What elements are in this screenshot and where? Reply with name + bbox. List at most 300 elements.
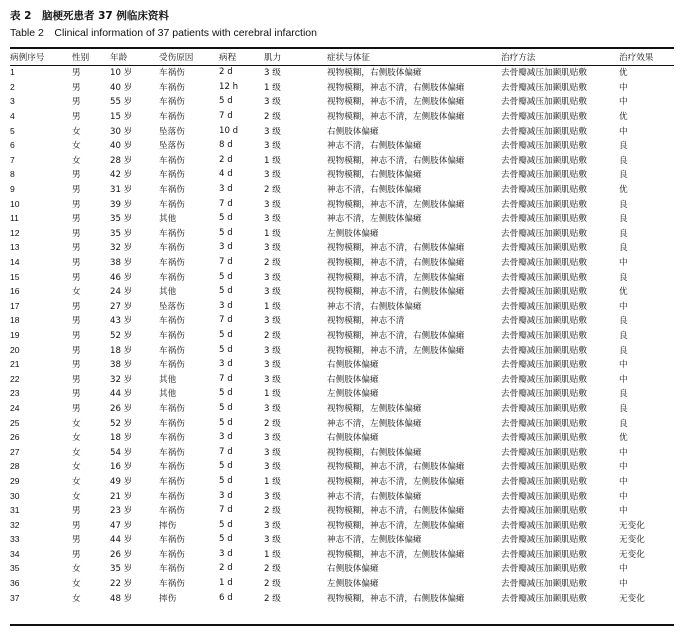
cell-outcome: 中 — [619, 258, 628, 269]
table-row — [10, 328, 674, 343]
cell-age: 23 岁 — [110, 506, 133, 517]
cell-treatment: 去骨瓣减压加颞肌贴敷 — [501, 214, 587, 225]
cell-treatment: 去骨瓣减压加颞肌贴敷 — [501, 476, 587, 487]
cell-symptoms: 神志不清，左侧肢体偏瘫 — [327, 214, 422, 225]
cell-treatment: 去骨瓣减压加颞肌贴敷 — [501, 185, 587, 196]
cell-muscle-strength: 2 级 — [264, 564, 281, 575]
cell-course: 7 d — [219, 257, 233, 268]
table-title-cn: 表 2 脑梗死患者 37 例临床资料 — [10, 10, 169, 22]
cell-case-number: 14 — [10, 257, 20, 268]
cell-injury-cause: 车祸伤 — [159, 506, 185, 517]
cell-symptoms: 右侧肢体偏瘫 — [327, 126, 379, 137]
cell-injury-cause: 车祸伤 — [159, 433, 185, 444]
cell-injury-cause: 车祸伤 — [159, 97, 185, 108]
table-row — [10, 357, 674, 372]
cell-injury-cause: 车祸伤 — [159, 316, 185, 327]
cell-case-number: 1 — [10, 67, 15, 78]
cell-sex: 男 — [72, 112, 81, 123]
cell-course: 6 d — [219, 592, 233, 603]
cell-injury-cause: 车祸伤 — [159, 447, 185, 458]
cell-outcome: 良 — [619, 403, 628, 414]
cell-treatment: 去骨瓣减压加颞肌贴敷 — [501, 433, 587, 444]
cell-muscle-strength: 3 级 — [264, 520, 281, 531]
cell-injury-cause: 车祸伤 — [159, 272, 185, 283]
cell-outcome: 良 — [619, 155, 628, 166]
cell-muscle-strength: 2 级 — [264, 506, 281, 517]
cell-course: 2 d — [219, 563, 233, 574]
cell-treatment: 去骨瓣减压加颞肌贴敷 — [501, 506, 587, 517]
cell-age: 42 岁 — [110, 170, 133, 181]
cell-injury-cause: 车祸伤 — [159, 199, 185, 210]
cell-injury-cause: 车祸伤 — [159, 549, 185, 560]
cell-symptoms: 神志不清，右侧肢体偏瘫 — [327, 301, 422, 312]
cell-case-number: 21 — [10, 359, 20, 370]
cell-muscle-strength: 3 级 — [264, 535, 281, 546]
cell-case-number: 17 — [10, 300, 20, 311]
table-row — [10, 386, 674, 401]
cell-outcome: 无变化 — [619, 520, 645, 531]
cell-outcome: 良 — [619, 199, 628, 210]
cell-symptoms: 视物模糊，神志不清，右侧肢体偏瘫 — [327, 287, 465, 298]
cell-outcome: 良 — [619, 141, 628, 152]
table-row — [10, 342, 674, 357]
cell-muscle-strength: 1 级 — [264, 82, 281, 93]
cell-age: 16 岁 — [110, 462, 133, 473]
cell-case-number: 2 — [10, 81, 15, 92]
cell-treatment: 去骨瓣减压加颞肌贴敷 — [501, 593, 587, 604]
cell-outcome: 良 — [619, 228, 628, 239]
cell-course: 3 d — [219, 359, 233, 370]
cell-age: 52 岁 — [110, 418, 133, 429]
cell-treatment: 去骨瓣减压加颞肌贴敷 — [501, 272, 587, 283]
cell-injury-cause: 车祸伤 — [159, 462, 185, 473]
cell-case-number: 4 — [10, 111, 15, 122]
cell-injury-cause: 车祸伤 — [159, 228, 185, 239]
cell-injury-cause: 车祸伤 — [159, 185, 185, 196]
cell-sex: 男 — [72, 301, 81, 312]
cell-sex: 男 — [72, 374, 81, 385]
cell-muscle-strength: 3 级 — [264, 374, 281, 385]
cell-symptoms: 视物模糊，神志不清，右侧肢体偏瘫 — [327, 462, 465, 473]
cell-course: 8 d — [219, 140, 233, 151]
cell-course: 7 d — [219, 505, 233, 516]
cell-treatment: 去骨瓣减压加颞肌贴敷 — [501, 462, 587, 473]
cell-treatment: 去骨瓣减压加颞肌贴敷 — [501, 243, 587, 254]
cell-sex: 女 — [72, 287, 81, 298]
cell-age: 40 岁 — [110, 141, 133, 152]
cell-age: 43 岁 — [110, 316, 133, 327]
cell-outcome: 良 — [619, 170, 628, 181]
cell-age: 28 岁 — [110, 155, 133, 166]
cell-symptoms: 视物模糊，神志不清，右侧肢体偏瘫 — [327, 258, 465, 269]
cell-course: 5 d — [219, 475, 233, 486]
header-injury-cause: 受伤原因 — [159, 53, 194, 63]
cell-treatment: 去骨瓣减压加颞肌贴敷 — [501, 447, 587, 458]
cell-age: 21 岁 — [110, 491, 133, 502]
cell-treatment: 去骨瓣减压加颞肌贴敷 — [501, 170, 587, 181]
cell-treatment: 去骨瓣减压加颞肌贴敷 — [501, 374, 587, 385]
cell-course: 5 d — [219, 213, 233, 224]
table-row — [10, 226, 674, 241]
table-row — [10, 474, 674, 489]
cell-injury-cause: 车祸伤 — [159, 360, 185, 371]
cell-symptoms: 视物模糊，神志不清，左侧肢体偏瘫 — [327, 112, 465, 123]
cell-treatment: 去骨瓣减压加颞肌贴敷 — [501, 141, 587, 152]
cell-sex: 女 — [72, 155, 81, 166]
cell-sex: 女 — [72, 126, 81, 137]
cell-course: 12 h — [219, 81, 239, 92]
cell-symptoms: 视物模糊，神志不清，右侧肢体偏瘫 — [327, 155, 465, 166]
cell-outcome: 无变化 — [619, 535, 645, 546]
cell-muscle-strength: 1 级 — [264, 389, 281, 400]
cell-case-number: 32 — [10, 519, 20, 530]
cell-course: 3 d — [219, 490, 233, 501]
cell-sex: 女 — [72, 564, 81, 575]
cell-sex: 男 — [72, 506, 81, 517]
cell-age: 26 岁 — [110, 549, 133, 560]
cell-course: 5 d — [219, 534, 233, 545]
header-outcome: 治疗效果 — [619, 53, 654, 63]
table-row — [10, 269, 674, 284]
cell-age: 27 岁 — [110, 301, 133, 312]
cell-sex: 女 — [72, 141, 81, 152]
cell-muscle-strength: 1 级 — [264, 155, 281, 166]
cell-symptoms: 视物模糊，神志不清，右侧肢体偏瘫 — [327, 593, 465, 604]
cell-treatment: 去骨瓣减压加颞肌贴敷 — [501, 535, 587, 546]
cell-course: 7 d — [219, 446, 233, 457]
cell-symptoms: 视物模糊，神志不清，右侧肢体偏瘫 — [327, 243, 465, 254]
cell-injury-cause: 车祸伤 — [159, 170, 185, 181]
cell-injury-cause: 车祸伤 — [159, 491, 185, 502]
cell-injury-cause: 坠落伤 — [159, 141, 185, 152]
cell-muscle-strength: 2 级 — [264, 593, 281, 604]
cell-muscle-strength: 1 级 — [264, 301, 281, 312]
cell-case-number: 35 — [10, 563, 20, 574]
cell-outcome: 中 — [619, 97, 628, 108]
cell-case-number: 20 — [10, 344, 20, 355]
cell-outcome: 良 — [619, 214, 628, 225]
cell-symptoms: 视物模糊，右侧肢体偏瘫 — [327, 447, 422, 458]
cell-outcome: 中 — [619, 564, 628, 575]
cell-sex: 男 — [72, 199, 81, 210]
cell-age: 18 岁 — [110, 345, 133, 356]
cell-muscle-strength: 2 级 — [264, 418, 281, 429]
cell-course: 5 d — [219, 519, 233, 530]
cell-injury-cause: 车祸伤 — [159, 476, 185, 487]
table-row — [10, 65, 674, 80]
cell-treatment: 去骨瓣减压加颞肌贴敷 — [501, 316, 587, 327]
table-row — [10, 532, 674, 547]
cell-treatment: 去骨瓣减压加颞肌贴敷 — [501, 199, 587, 210]
cell-treatment: 去骨瓣减压加颞肌贴敷 — [501, 491, 587, 502]
cell-muscle-strength: 3 级 — [264, 170, 281, 181]
cell-outcome: 良 — [619, 345, 628, 356]
cell-age: 39 岁 — [110, 199, 133, 210]
header-muscle-strength: 肌力 — [264, 53, 282, 63]
cell-course: 3 d — [219, 300, 233, 311]
cell-age: 55 岁 — [110, 97, 133, 108]
cell-muscle-strength: 1 级 — [264, 228, 281, 239]
cell-outcome: 无变化 — [619, 593, 645, 604]
table-title-en: Table 2 Clinical information of 37 patients with cerebral infarction — [10, 27, 317, 39]
cell-case-number: 8 — [10, 169, 15, 180]
cell-treatment: 去骨瓣减压加颞肌贴敷 — [501, 403, 587, 414]
cell-injury-cause: 其他 — [159, 214, 177, 225]
cell-age: 30 岁 — [110, 126, 133, 137]
cell-muscle-strength: 3 级 — [264, 97, 281, 108]
cell-age: 54 岁 — [110, 447, 133, 458]
cell-symptoms: 神志不清，左侧肢体偏瘫 — [327, 418, 422, 429]
cell-injury-cause: 车祸伤 — [159, 112, 185, 123]
cell-sex: 男 — [72, 330, 81, 341]
table-row — [10, 196, 674, 211]
cell-injury-cause: 车祸伤 — [159, 330, 185, 341]
cell-case-number: 11 — [10, 213, 19, 224]
cell-injury-cause: 坠落伤 — [159, 301, 185, 312]
cell-injury-cause: 车祸伤 — [159, 82, 185, 93]
cell-injury-cause: 车祸伤 — [159, 68, 185, 79]
cell-outcome: 无变化 — [619, 549, 645, 560]
cell-injury-cause: 其他 — [159, 389, 177, 400]
cell-injury-cause: 车祸伤 — [159, 535, 185, 546]
cell-sex: 男 — [72, 389, 81, 400]
table-row — [10, 503, 674, 518]
cell-outcome: 中 — [619, 126, 628, 137]
cell-sex: 男 — [72, 535, 81, 546]
table-row — [10, 255, 674, 270]
cell-course: 1 d — [219, 578, 233, 589]
cell-age: 32 岁 — [110, 243, 133, 254]
cell-muscle-strength: 2 级 — [264, 185, 281, 196]
cell-outcome: 中 — [619, 462, 628, 473]
cell-muscle-strength: 3 级 — [264, 272, 281, 283]
table-row — [10, 240, 674, 255]
cell-outcome: 中 — [619, 301, 628, 312]
header-symptoms: 症状与体征 — [327, 53, 370, 63]
cell-sex: 男 — [72, 185, 81, 196]
cell-age: 46 岁 — [110, 272, 133, 283]
cell-treatment: 去骨瓣减压加颞肌贴敷 — [501, 418, 587, 429]
cell-outcome: 优 — [619, 433, 628, 444]
header-course: 病程 — [219, 53, 237, 63]
cell-sex: 男 — [72, 228, 81, 239]
cell-sex: 男 — [72, 549, 81, 560]
cell-case-number: 19 — [10, 329, 20, 340]
cell-injury-cause: 坠落伤 — [159, 126, 185, 137]
cell-case-number: 36 — [10, 578, 20, 589]
cell-sex: 男 — [72, 170, 81, 181]
cell-symptoms: 视物模糊，神志不清，右侧肢体偏瘫 — [327, 506, 465, 517]
cell-muscle-strength: 3 级 — [264, 433, 281, 444]
cell-injury-cause: 车祸伤 — [159, 403, 185, 414]
cell-symptoms: 神志不清，右侧肢体偏瘫 — [327, 141, 422, 152]
cell-age: 18 岁 — [110, 433, 133, 444]
cell-case-number: 9 — [10, 184, 15, 195]
cell-case-number: 6 — [10, 140, 15, 151]
table-row — [10, 561, 674, 576]
cell-outcome: 良 — [619, 389, 628, 400]
table-row — [10, 401, 674, 416]
cell-symptoms: 视物模糊，神志不清，左侧肢体偏瘫 — [327, 476, 465, 487]
cell-symptoms: 视物模糊，神志不清 — [327, 316, 405, 327]
cell-course: 5 d — [219, 286, 233, 297]
table-header-row — [10, 49, 674, 65]
cell-course: 5 d — [219, 344, 233, 355]
cell-treatment: 去骨瓣减压加颞肌贴敷 — [501, 68, 587, 79]
cell-treatment: 去骨瓣减压加颞肌贴敷 — [501, 345, 587, 356]
cell-injury-cause: 车祸伤 — [159, 418, 185, 429]
cell-symptoms: 神志不清，右侧肢体偏瘫 — [327, 185, 422, 196]
cell-sex: 女 — [72, 476, 81, 487]
table-row — [10, 576, 674, 591]
cell-injury-cause: 车祸伤 — [159, 579, 185, 590]
cell-case-number: 18 — [10, 315, 20, 326]
cell-course: 2 d — [219, 67, 233, 78]
cell-outcome: 中 — [619, 82, 628, 93]
table-row — [10, 313, 674, 328]
cell-sex: 女 — [72, 491, 81, 502]
cell-sex: 男 — [72, 520, 81, 531]
cell-age: 44 岁 — [110, 389, 133, 400]
header-case-number: 病例序号 — [10, 53, 45, 63]
cell-treatment: 去骨瓣减压加颞肌贴敷 — [501, 97, 587, 108]
cell-symptoms: 视物模糊，左侧肢体偏瘫 — [327, 403, 422, 414]
cell-sex: 男 — [72, 97, 81, 108]
cell-age: 48 岁 — [110, 593, 133, 604]
cell-sex: 男 — [72, 214, 81, 225]
cell-case-number: 26 — [10, 432, 20, 443]
cell-muscle-strength: 3 级 — [264, 243, 281, 254]
cell-course: 3 d — [219, 432, 233, 443]
cell-case-number: 5 — [10, 125, 15, 136]
cell-symptoms: 视物模糊，右侧肢体偏瘫 — [327, 170, 422, 181]
table-row — [10, 371, 674, 386]
cell-course: 10 d — [219, 125, 239, 136]
cell-symptoms: 神志不清，左侧肢体偏瘫 — [327, 535, 422, 546]
cell-age: 35 岁 — [110, 564, 133, 575]
cell-muscle-strength: 1 级 — [264, 549, 281, 560]
cell-treatment: 去骨瓣减压加颞肌贴敷 — [501, 82, 587, 93]
cell-case-number: 23 — [10, 388, 20, 399]
cell-treatment: 去骨瓣减压加颞肌贴敷 — [501, 126, 587, 137]
table-row — [10, 182, 674, 197]
cell-course: 3 d — [219, 548, 233, 559]
cell-outcome: 良 — [619, 272, 628, 283]
cell-course: 7 d — [219, 198, 233, 209]
table-row — [10, 299, 674, 314]
cell-case-number: 25 — [10, 417, 20, 428]
cell-symptoms: 视物模糊，神志不清，左侧肢体偏瘫 — [327, 97, 465, 108]
cell-outcome: 优 — [619, 287, 628, 298]
cell-sex: 男 — [72, 403, 81, 414]
cell-age: 31 岁 — [110, 185, 133, 196]
table-row — [10, 444, 674, 459]
cell-muscle-strength: 3 级 — [264, 316, 281, 327]
cell-treatment: 去骨瓣减压加颞肌贴敷 — [501, 258, 587, 269]
cell-case-number: 15 — [10, 271, 20, 282]
cell-outcome: 优 — [619, 185, 628, 196]
cell-outcome: 优 — [619, 112, 628, 123]
cell-treatment: 去骨瓣减压加颞肌贴敷 — [501, 228, 587, 239]
cell-muscle-strength: 3 级 — [264, 287, 281, 298]
table-row — [10, 109, 674, 124]
cell-injury-cause: 摔伤 — [159, 593, 177, 604]
cell-course: 7 d — [219, 373, 233, 384]
cell-sex: 男 — [72, 360, 81, 371]
cell-treatment: 去骨瓣减压加颞肌贴敷 — [501, 287, 587, 298]
table-row — [10, 153, 674, 168]
table-row — [10, 459, 674, 474]
table-row — [10, 547, 674, 562]
cell-symptoms: 左侧肢体偏瘫 — [327, 228, 379, 239]
cell-sex: 男 — [72, 258, 81, 269]
cell-course: 5 d — [219, 96, 233, 107]
cell-injury-cause: 摔伤 — [159, 520, 177, 531]
cell-age: 49 岁 — [110, 476, 133, 487]
cell-muscle-strength: 3 级 — [264, 68, 281, 79]
header-treatment: 治疗方法 — [501, 53, 536, 63]
cell-muscle-strength: 3 级 — [264, 462, 281, 473]
cell-outcome: 中 — [619, 476, 628, 487]
cell-injury-cause: 车祸伤 — [159, 258, 185, 269]
cell-sex: 男 — [72, 316, 81, 327]
cell-case-number: 37 — [10, 592, 20, 603]
cell-course: 5 d — [219, 227, 233, 238]
cell-treatment: 去骨瓣减压加颞肌贴敷 — [501, 549, 587, 560]
cell-outcome: 中 — [619, 579, 628, 590]
cell-age: 32 岁 — [110, 374, 133, 385]
cell-symptoms: 视物模糊，神志不清，右侧肢体偏瘫 — [327, 82, 465, 93]
cell-muscle-strength: 3 级 — [264, 360, 281, 371]
cell-case-number: 29 — [10, 475, 20, 486]
clinical-data-table — [10, 49, 674, 605]
cell-sex: 男 — [72, 68, 81, 79]
cell-symptoms: 神志不清，右侧肢体偏瘫 — [327, 491, 422, 502]
cell-age: 47 岁 — [110, 520, 133, 531]
cell-course: 5 d — [219, 417, 233, 428]
cell-outcome: 良 — [619, 316, 628, 327]
cell-muscle-strength: 3 级 — [264, 126, 281, 137]
cell-treatment: 去骨瓣减压加颞肌贴敷 — [501, 330, 587, 341]
cell-course: 7 d — [219, 315, 233, 326]
cell-age: 10 岁 — [110, 68, 133, 79]
cell-symptoms: 视物模糊，神志不清，左侧肢体偏瘫 — [327, 549, 465, 560]
cell-symptoms: 视物模糊，神志不清，左侧肢体偏瘫 — [327, 199, 465, 210]
cell-outcome: 中 — [619, 374, 628, 385]
cell-case-number: 30 — [10, 490, 20, 501]
cell-injury-cause: 车祸伤 — [159, 564, 185, 575]
cell-outcome: 良 — [619, 330, 628, 341]
table-row — [10, 167, 674, 182]
cell-muscle-strength: 3 级 — [264, 345, 281, 356]
table-row — [10, 488, 674, 503]
cell-symptoms: 右侧肢体偏瘫 — [327, 374, 379, 385]
cell-symptoms: 视物模糊，神志不清，右侧肢体偏瘫 — [327, 330, 465, 341]
cell-outcome: 中 — [619, 360, 628, 371]
cell-case-number: 3 — [10, 96, 15, 107]
cell-symptoms: 右侧肢体偏瘫 — [327, 564, 379, 575]
cell-symptoms: 视物模糊，神志不清，左侧肢体偏瘫 — [327, 272, 465, 283]
table-bottom-rule — [10, 624, 674, 626]
cell-outcome: 中 — [619, 506, 628, 517]
cell-muscle-strength: 3 级 — [264, 447, 281, 458]
cell-case-number: 16 — [10, 286, 20, 297]
cell-sex: 女 — [72, 433, 81, 444]
cell-age: 15 岁 — [110, 112, 133, 123]
table-row — [10, 80, 674, 95]
table-row — [10, 211, 674, 226]
table-row — [10, 430, 674, 445]
